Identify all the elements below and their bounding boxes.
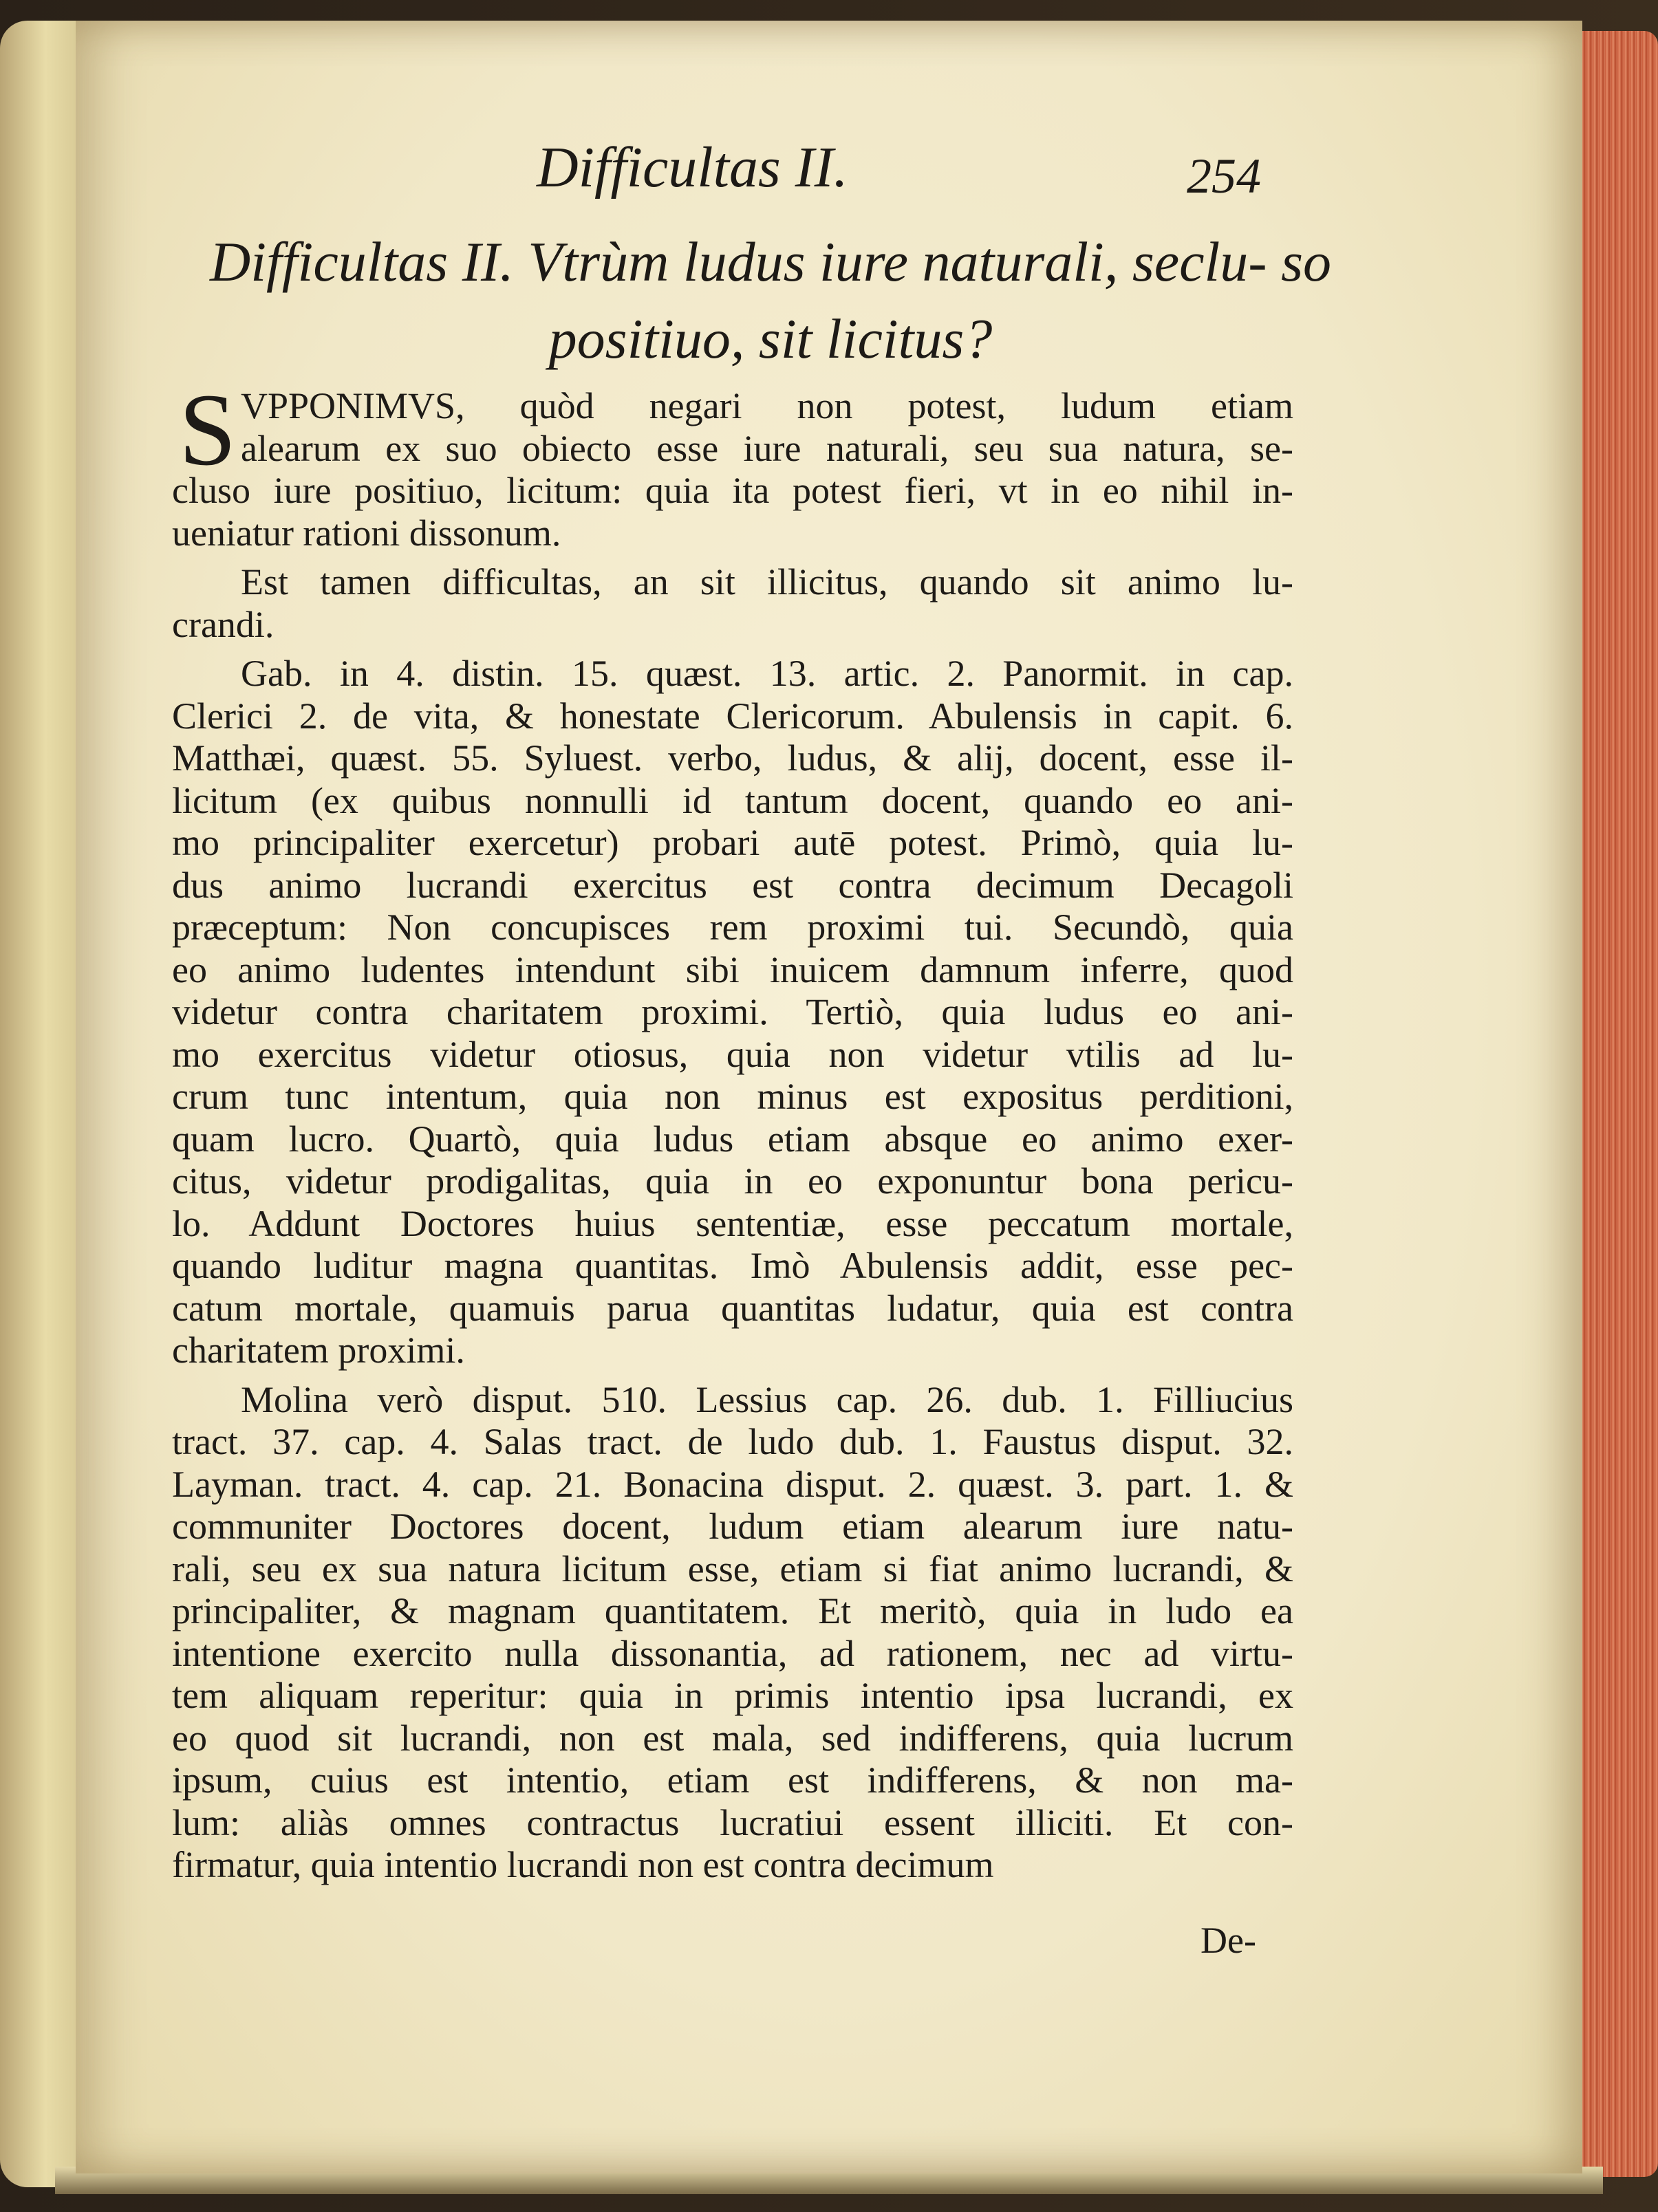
text-line: VPPONIMVS, quòd negari non potest, ludum etiam (241, 385, 1293, 426)
text-line: Matthæi, quæst. 55. Syluest. verbo, ludus, & alij, docent, esse il- (172, 737, 1293, 779)
text-line: videtur contra charitatem proximi. Tertiò, quia ludus eo ani- (172, 991, 1293, 1032)
running-title: Difficultas II. (537, 135, 848, 199)
text-line: mo principaliter exercetur) probari autē potest. Primò, quia lu- (172, 822, 1293, 863)
text-line: alearum ex suo obiecto esse iure naturali, seu sua natura, se- (241, 427, 1293, 469)
text-line: quando luditur magna quantitas. Imò Abulensis addit, esse pec- (172, 1245, 1293, 1286)
text-line: rali, seu ex sua natura licitum esse, etiam si fiat animo lucrandi, & (172, 1548, 1293, 1590)
text-line: firmatur, quia intentio lucrandi non est contra decimum (172, 1844, 994, 1885)
text-line: catum mortale, quamuis parua quantitas ludatur, quia est contra (172, 1287, 1293, 1329)
left-page-edge (0, 21, 83, 2187)
catchword: De- (1201, 1920, 1256, 1961)
text-line: charitatem proximi. (172, 1330, 465, 1371)
text-line: tem aliquam reperitur: quia in primis intentio ipsa lucrandi, ex (172, 1675, 1293, 1716)
text-line: citus, videtur prodigalitas, quia in eo exponuntur bona pericu- (172, 1160, 1293, 1202)
text-line: ueniatur rationi dissonum. (172, 512, 561, 554)
text-line: Layman. tract. 4. cap. 21. Bonacina disput. 2. quæst. 3. part. 1. & (172, 1463, 1293, 1505)
text-line: Molina verò disput. 510. Lessius cap. 26. dub. 1. Filliucius (241, 1378, 1293, 1420)
text-line: Clerici 2. de vita, & honestate Clericorum. Abulensis in capit. 6. (172, 695, 1293, 737)
text-line: lum: aliàs omnes contractus lucratiui essent illiciti. Et con- (172, 1801, 1293, 1843)
text-line: dus animo lucrandi exercitus est contra decimum Decagoli (172, 864, 1293, 906)
text-line: ipsum, cuius est intentio, etiam est indifferens, & non ma- (172, 1759, 1293, 1801)
paragraph-2 (172, 561, 1293, 646)
paragraph-3 (172, 653, 1293, 1372)
paragraph-4 (172, 1379, 1293, 1887)
text-line: communiter Doctores docent, ludum etiam alearum iure natu- (172, 1506, 1293, 1547)
body-text (172, 373, 1293, 1887)
chapter-title: Difficultas II. Vtrùm ludus iure naturali, seclu- so positiuo, sit licitus? (209, 230, 1332, 370)
text-line: tract. 37. cap. 4. Salas tract. de ludo dub. 1. Faustus disput. 32. (172, 1421, 1293, 1462)
text-line: præceptum: Non concupisces rem proximi tui. Secundò, quia (172, 907, 1293, 948)
text-line: crandi. (172, 603, 274, 645)
text-line: Est tamen difficultas, an sit illicitus, quando sit animo lu- (241, 561, 1293, 603)
text-line: licitum (ex quibus nonnulli id tantum docent, quando eo ani- (172, 779, 1293, 821)
text-line: quam lucro. Quartò, quia ludus etiam absque eo animo exer- (172, 1118, 1293, 1160)
page-number: 254 (1187, 149, 1261, 204)
text-line: cluso iure positiuo, licitum: quia ita potest fieri, vt in eo nihil in- (172, 470, 1293, 511)
text-line: intentione exercito nulla dissonantia, ad rationem, nec ad virtu- (172, 1632, 1293, 1674)
text-line: lo. Addunt Doctores huius sententiæ, esse peccatum mortale, (172, 1202, 1293, 1244)
text-line: eo quod sit lucrandi, non est mala, sed indifferens, quia lucrum (172, 1717, 1293, 1759)
text-line: mo exercitus videtur otiosus, quia non videtur vtilis ad lu- (172, 1033, 1293, 1075)
text-line: principaliter, & magnam quantitatem. Et meritò, quia in ludo ea (172, 1590, 1293, 1631)
paragraph-1 (172, 373, 1293, 554)
text-line: eo animo ludentes intendunt sibi inuicem damnum inferre, quod (172, 948, 1293, 990)
drop-cap: S (179, 373, 237, 487)
text-line: crum tunc intentum, quia non minus est expositus perditioni, (172, 1076, 1293, 1117)
text-line: Gab. in 4. distin. 15. quæst. 13. artic. 2. Panormit. in cap. (241, 653, 1293, 694)
